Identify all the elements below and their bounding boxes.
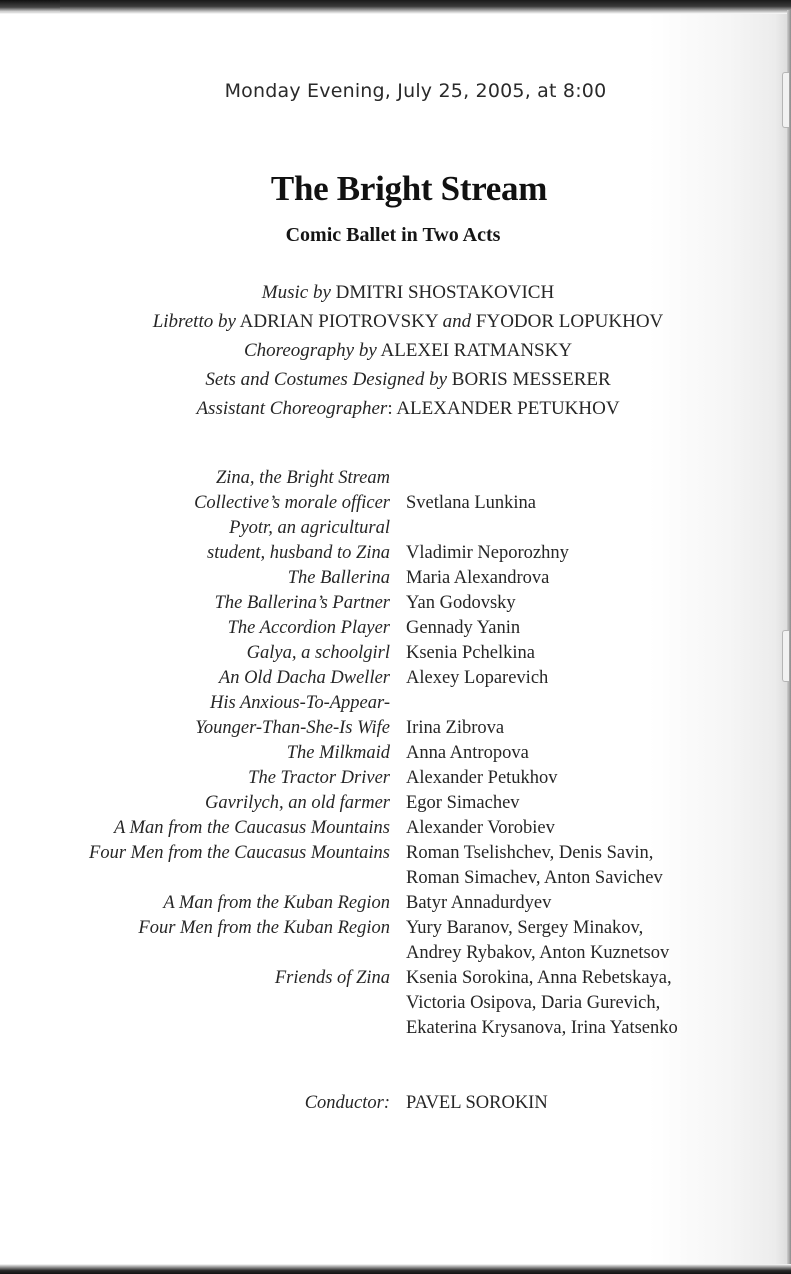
cast-row (0, 516, 791, 566)
cast-role (0, 566, 390, 591)
cast-performer (406, 491, 536, 516)
cast-role-line: A Man from the Caucasus Mountains (114, 818, 390, 838)
cast-role (0, 691, 390, 741)
cast-row (0, 891, 791, 916)
cast-performer-line: Svetlana Lunkina (406, 493, 536, 513)
cast-performer-line: Egor Simachev (406, 793, 520, 813)
performance-date: Monday Evening, July 25, 2005, at 8:00 (224, 80, 607, 102)
scan-top-corner (0, 0, 60, 12)
cast-row (0, 666, 791, 691)
cast-row (0, 591, 791, 616)
cast-role (0, 791, 390, 816)
cast-role-line: The Ballerina’s Partner (214, 593, 390, 613)
cast-row (0, 691, 791, 741)
cast-role-line: An Old Dacha Dweller (218, 668, 390, 688)
cast-performer-line: Irina Zibrova (406, 718, 505, 738)
cast-performer-line: Victoria Osipova, Daria Gurevich, (406, 993, 661, 1013)
cast-role-line: The Accordion Player (227, 618, 390, 638)
credit-sets-costumes (0, 365, 791, 394)
cast-role-line: Pyotr, an agricultural (229, 518, 390, 538)
cast-performer (406, 916, 669, 966)
credit-choreography (0, 336, 791, 365)
cast-role (0, 466, 390, 516)
cast-role (0, 766, 390, 791)
cast-row (0, 816, 791, 841)
cast-performer (406, 966, 678, 1041)
cast-role (0, 616, 390, 641)
credit-libretto (0, 307, 791, 336)
cast-performer (406, 816, 555, 841)
cast-row (0, 641, 791, 666)
credits-block (0, 278, 791, 423)
cast-role (0, 891, 390, 916)
credit-separator: : (387, 398, 393, 419)
cast-performer (406, 566, 549, 591)
cast-row (0, 841, 791, 891)
cast-row (0, 466, 791, 516)
cast-role-line: Younger-Than-She-Is Wife (195, 718, 390, 738)
credit-role: Choreography by (243, 340, 377, 361)
cast-role-line: Friends of Zina (274, 968, 390, 988)
credit-role: Music by (261, 282, 331, 303)
cast-role (0, 841, 390, 866)
cast-role-line: Gavrilych, an old farmer (205, 793, 390, 813)
cast-performer-line: Ksenia Pchelkina (406, 643, 535, 663)
cast-performer-line: Alexander Petukhov (406, 768, 558, 788)
conductor-name: PAVEL SOROKIN (406, 1093, 548, 1113)
cast-row (0, 741, 791, 766)
cast-performer-line: Gennady Yanin (406, 618, 521, 638)
cast-role-line: His Anxious-To-Appear- (209, 693, 390, 713)
credit-name: BORIS MESSERER (451, 369, 611, 390)
cast-performer-line: Anna Antropova (406, 743, 529, 763)
cast-performer (406, 741, 529, 766)
cast-performer (406, 666, 548, 691)
cast-row (0, 766, 791, 791)
credit-name: DMITRI SHOSTAKOVICH (335, 282, 555, 303)
cast-role-line: Four Men from the Caucasus Mountains (89, 843, 390, 863)
cast-list (0, 466, 791, 1041)
conductor-line (0, 1093, 791, 1114)
cast-performer (406, 791, 520, 816)
credit-role: Assistant Choreographer (196, 398, 388, 419)
cast-performer (406, 641, 535, 666)
credit-name: ALEXANDER PETUKHOV (396, 398, 620, 419)
cast-performer (406, 541, 569, 566)
cast-role-line: The Ballerina (287, 568, 390, 588)
conductor-label: Conductor: (304, 1093, 390, 1113)
cast-role-line: student, husband to Zina (207, 543, 390, 563)
ballet-subtitle: Comic Ballet in Two Acts (285, 224, 501, 246)
credit-name-2: FYODOR LOPUKHOV (475, 311, 664, 332)
cast-role-line: Zina, the Bright Stream (215, 468, 390, 488)
cast-performer-line: Alexey Loparevich (406, 668, 549, 688)
cast-performer-line: Yan Godovsky (406, 593, 516, 613)
cast-performer (406, 591, 516, 616)
cast-performer-line: Alexander Vorobiev (406, 818, 555, 838)
cast-performer (406, 891, 551, 916)
cast-performer (406, 616, 520, 641)
cast-role (0, 591, 390, 616)
cast-performer-line: Yury Baranov, Sergey Minakov, (406, 918, 644, 938)
cast-row (0, 566, 791, 591)
credit-assistant-choreographer (0, 394, 791, 423)
cast-performer-line: Maria Alexandrova (406, 568, 550, 588)
cast-performer-line: Roman Simachev, Anton Savichev (406, 868, 663, 888)
credit-music (0, 278, 791, 307)
cast-row (0, 791, 791, 816)
credit-role: Libretto by (152, 311, 236, 332)
cast-role (0, 741, 390, 766)
cast-role (0, 516, 390, 566)
cast-performer-line: Ksenia Sorokina, Anna Rebetskaya, (406, 968, 672, 988)
cast-role-line: The Tractor Driver (248, 768, 390, 788)
credit-name: ALEXEI RATMANSKY (380, 340, 573, 361)
ballet-title: The Bright Stream (270, 169, 548, 208)
cast-performer-line: Andrey Rybakov, Anton Kuznetsov (406, 943, 670, 963)
cast-role (0, 666, 390, 691)
credit-role: Sets and Costumes Designed by (205, 369, 448, 390)
cast-performer (406, 766, 558, 791)
cast-performer-line: Roman Tselishchev, Denis Savin, (406, 843, 654, 863)
cast-row (0, 966, 791, 1041)
cast-role (0, 641, 390, 666)
cast-role-line: The Milkmaid (286, 743, 390, 763)
cast-role (0, 966, 390, 991)
cast-row (0, 916, 791, 966)
cast-role (0, 816, 390, 841)
credit-conjunction: and (442, 311, 472, 332)
scan-top-edge (0, 0, 791, 14)
cast-performer-line: Vladimir Neporozhny (406, 543, 569, 563)
cast-performer (406, 716, 504, 741)
cast-role-line: Four Men from the Kuban Region (138, 918, 390, 938)
cast-role-line: Galya, a schoolgirl (246, 643, 390, 663)
credit-name: ADRIAN PIOTROVSKY (239, 311, 438, 332)
cast-performer-line: Batyr Annadurdyev (406, 893, 552, 913)
scan-bottom-edge (0, 1264, 791, 1274)
cast-role-line: Collective’s morale officer (194, 493, 390, 513)
cast-performer-line: Ekaterina Krysanova, Irina Yatsenko (406, 1018, 678, 1038)
cast-role (0, 916, 390, 941)
cast-role-line: A Man from the Kuban Region (163, 893, 390, 913)
cast-row (0, 616, 791, 641)
cast-performer (406, 841, 663, 891)
